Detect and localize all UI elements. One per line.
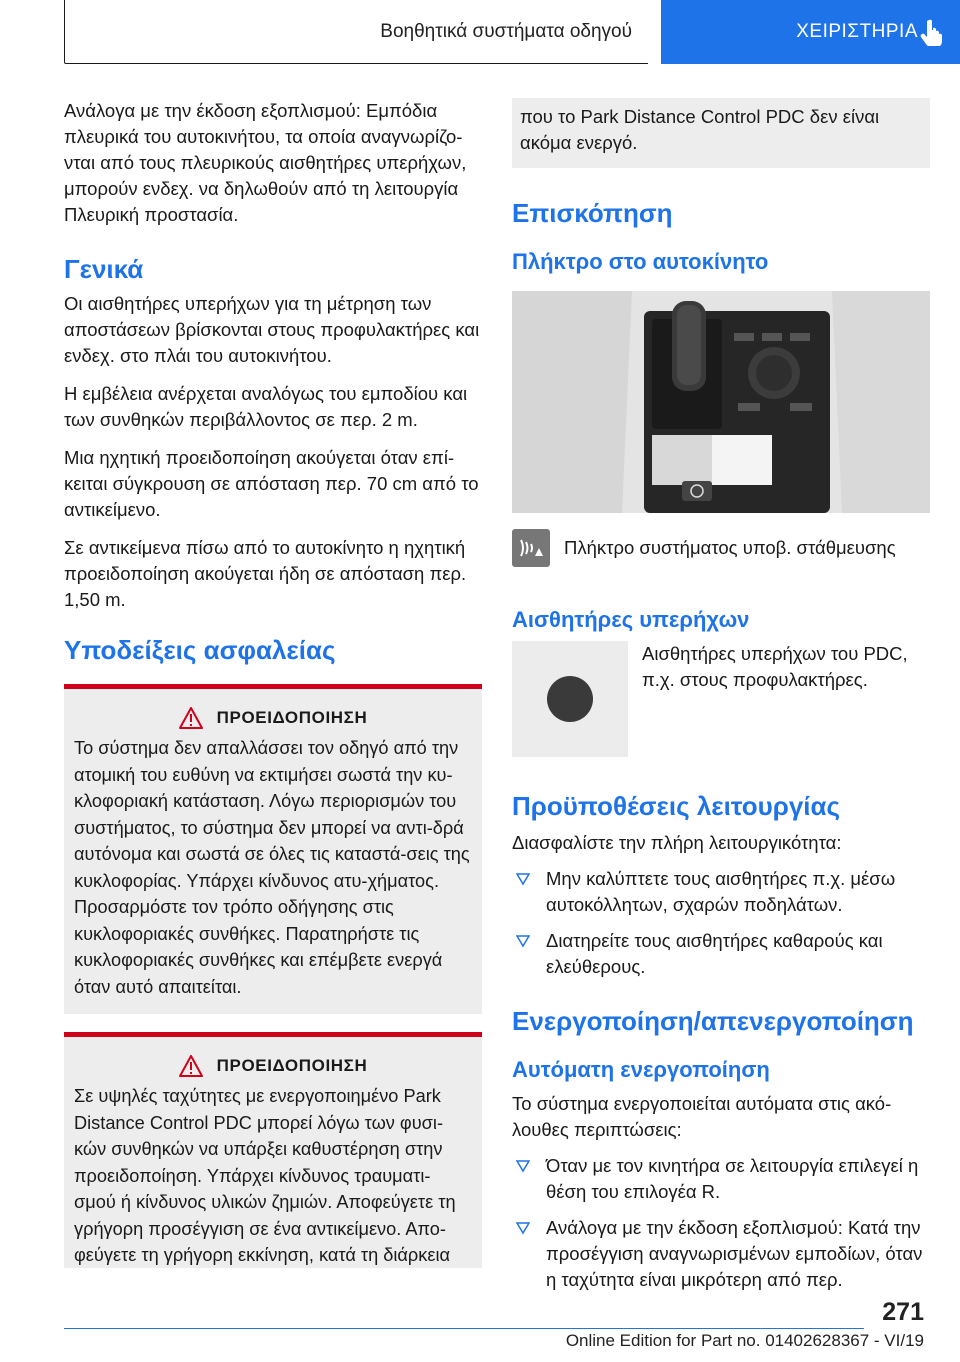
center-console-photo [512,291,930,513]
continued-note: που το Park Distance Control PDC δεν είναι ακόμα ενεργό. [520,106,880,153]
safety-heading: Υποδείξεις ασφαλείας [64,635,336,665]
general-paragraph-4: Σε αντικείμενα πίσω από το αυτοκίνητο η ηχητική προειδοποίηση ακούγεται ήδη σε απόσταση περ. 1,50 m. [64,537,467,610]
edition-line: Online Edition for Part no. 01402628367 - VI/19 [565,1331,924,1350]
parking-assist-button-icon [512,529,550,567]
general-paragraph-3: Μια ηχητική προειδοποίηση ακούγεται όταν επί-κειται σύγκρουση σε απόσταση περ. 70 cm από το αντικείμενο. [64,447,479,520]
sensor-dot [547,676,593,722]
ultrasonic-sensor-image [512,641,628,757]
sensors-heading: Αισθητήρες υπερήχων [512,607,750,632]
center-console-illustration [512,291,930,513]
running-header [64,0,648,64]
general-heading: Γενικά [64,254,144,284]
footer-rule [64,1328,864,1329]
warning-text-2: Σε υψηλές ταχύτητες με ενεργοποιημένο Park Distance Control PDC μπορεί λόγω των φυσι-κών συνθηκών να υπάρξει καθυστέρηση στην προειδοποίηση. Υπάρχει κίνδυνος τραυματι-σμού ή κίνδυνος υλικών ζημιών. Αποφεύγετε τη γρήγορη προσέγγιση σε ένα αντικείμενο. Απο-φεύγετε τη γρήγορη εκκίνηση, κατά τη διάρκεια [74,1086,456,1265]
pdc-button-row [512,529,930,567]
button-heading: Πλήκτρο στο αυτοκίνητο [512,249,769,274]
prereq-heading: Προϋποθέσεις λειτουργίας [512,791,841,821]
warning-triangle-icon [179,1055,203,1077]
sensor-row [512,641,930,757]
list-item: Μην καλύπτετε τους αισθητήρες π.χ. μέσω αυτοκόλλητων, σχαρών ποδηλάτων. [512,866,930,918]
left-column [64,98,482,1268]
hand-pointer-icon [918,18,946,46]
right-column [512,98,930,1303]
chapter-title: ΧΕΙΡΙΣΤΗΡΙΑ [796,21,918,42]
warning-triangle-icon [179,707,203,729]
list-item: Ανάλογα με την έκδοση εξοπλισμού: Κατά την προσέγγιση αναγνωρισμένων εμποδίων, όταν η ταχύτητα είναι μικρότερη από περ. [512,1215,930,1293]
auto-list [512,1153,930,1293]
triangle-bullet-icon [516,1159,530,1173]
triangle-bullet-icon [516,872,530,886]
prereq-intro: Διασφαλίστε την πλήρη λειτουργικότητα: [512,832,842,853]
auto-activation-heading: Αυτόματη ενεργοποίηση [512,1057,770,1082]
prereq-list [512,866,930,980]
intro-paragraph: Ανάλογα με την έκδοση εξοπλισμού: Εμπόδια πλευρικά του αυτοκινήτου, τα οποία αναγνωρίζο-νται από τους πλευρικούς αισθητήρες υπερήχων, μπορούν ενδεχ. να δηλωθούν από τη λειτουργία Πλευρική προστασία. [64,100,467,225]
general-paragraph-1: Οι αισθητήρες υπερήχων για τη μέτρηση των αποστάσεων βρίσκονται στους προφυλακτήρες και ενδεχ. στο πλάι του αυτοκινήτου. [64,293,480,366]
page-number: 271 [882,1298,924,1326]
warning-title-1: ΠΡΟΕΙΔΟΠΟΙΗΣΗ [74,707,472,729]
overview-heading: Επισκόπηση [512,198,673,228]
triangle-bullet-icon [516,1221,530,1235]
pdc-button-caption: Πλήκτρο συστήματος υποβ. στάθμευσης [564,537,896,558]
continued-warning-box [512,98,930,168]
general-paragraph-2: Η εμβέλεια ανέρχεται αναλόγως του εμποδίου και των συνθηκών περιβάλλοντος σε περ. 2 m. [64,383,468,430]
list-item: Όταν με τον κινητήρα σε λειτουργία επιλεγεί η θέση του επιλογέα R. [512,1153,930,1205]
sensors-text: Αισθητήρες υπερήχων του PDC, π.χ. στους προφυλακτήρες. [642,643,908,690]
triangle-bullet-icon [516,934,530,948]
list-item: Διατηρείτε τους αισθητήρες καθαρούς και ελεύθερους. [512,928,930,980]
warning-text-1: Το σύστημα δεν απαλλάσσει τον οδηγό από την ατομική του ευθύνη να εκτιμήσει σωστά την κυ-κλοφοριακή κατάσταση. Λόγω περιορισμών του συστήματος, το σύστημα δεν μπορεί να αντι-δρά αυτόνομα και σωστά σε όλες τις καταστά-σεις της κυκλοφορίας. Υπάρχει κίνδυνος ατυ-χήματος. Προσαρμόστε τον τρόπο οδήγησης στις κυκλοφοριακές συνθήκες. Παρατηρήστε τις κυκλοφοριακές συνθήκες και επέμβετε ενεργά όταν αυτό απαιτείται. [74,738,470,997]
warning-box-2 [64,1032,482,1268]
auto-intro: Το σύστημα ενεργοποιείται αυτόματα στις ακό-λουθες περιπτώσεις: [512,1093,892,1140]
warning-title-2: ΠΡΟΕΙΔΟΠΟΙΗΣΗ [74,1055,472,1077]
warning-box-1 [64,684,482,1014]
activation-heading: Ενεργοποίηση/απενεργοποίηση [512,1006,914,1036]
chapter-tab [661,0,960,64]
section-title: Βοηθητικά συστήματα οδηγού [380,20,632,42]
